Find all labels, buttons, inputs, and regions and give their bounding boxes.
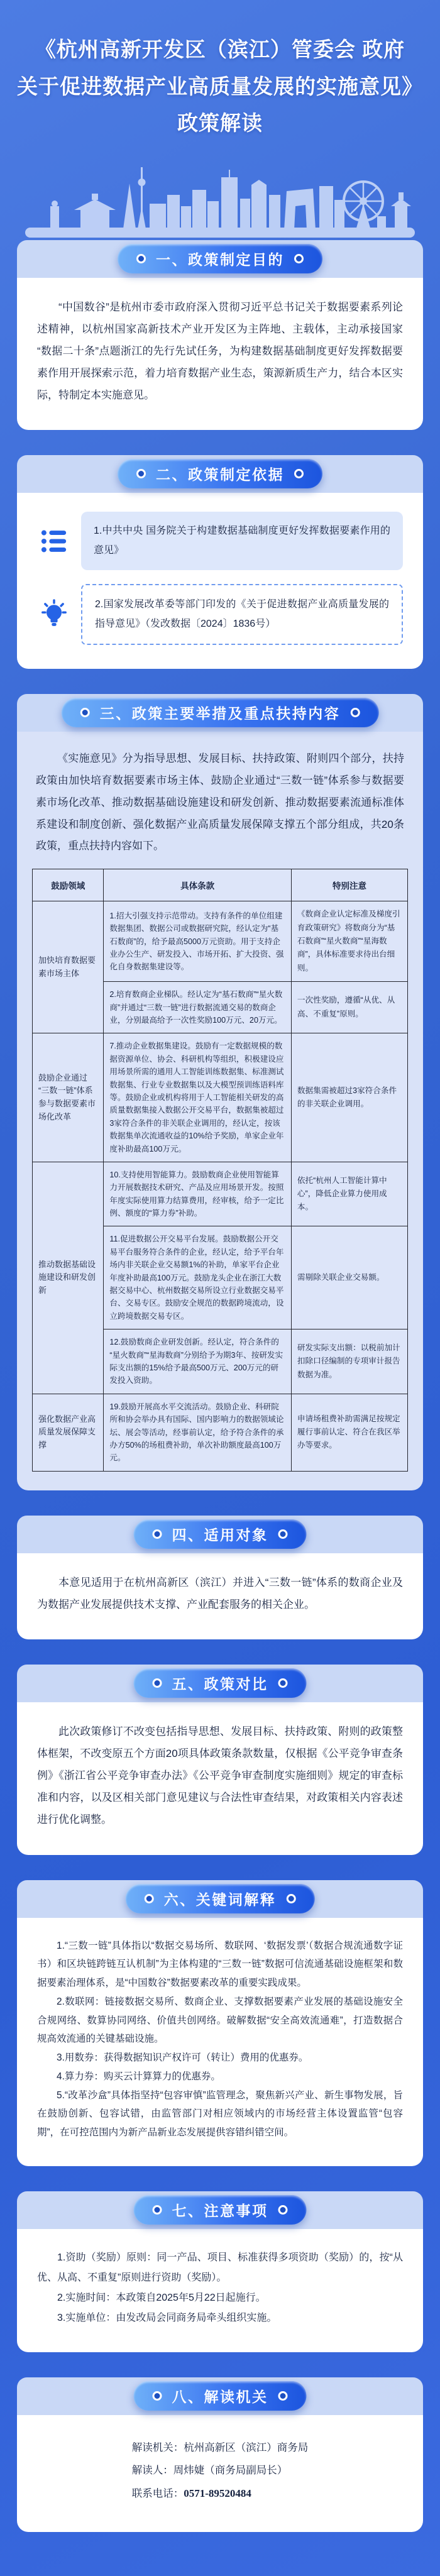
page-bottom-spacer (0, 2557, 440, 2576)
section-header-band (17, 1880, 423, 1918)
purpose-text: “中国数谷”是杭州市委市政府深入贯彻习近平总书记关于数据要素系列论述精神，以杭州国家高新技术产业开发区为主阵地、主载体，主动承接国家“数据二十条”点题浙江的先行先试任务，为构建数据基础制度更好发挥数据要素作用开展探索示范，着力培育数据产业生态，策源新质生产力，结合本区实际，特制定本实施意见。 (37, 301, 403, 401)
measures-intro: 《实施意见》分为指导思想、发展目标、扶持政策、附则四个部分，扶持政策由加快培育数据要素市场主体、鼓励企业通过“三数一链”体系参与数据要素市场化改革、推动数据基础设施建设和研发创新、推动数据要素流通标准体系建设和制度创新、强化数据产业高质量发展保障支撑五个部分组成，共20条政策，重点扶持内容如下。 (36, 752, 404, 852)
support-table-body (33, 901, 408, 1472)
note-cell: 一次性奖励，遵循“从优、从高、不重复”原则。 (291, 982, 407, 1033)
table-row (33, 901, 408, 982)
contact-value: 杭州高新区（滨江）商务局 (184, 2441, 309, 2453)
section-header-band (17, 1516, 423, 1553)
ring-dot-icon (136, 469, 146, 478)
table-row (33, 1162, 408, 1226)
clause-cell: 11.促进数据公开交易平台发展。鼓励数据公开交易平台服务符合条件的企业，经认定，给予平台年场内非关联企业交易额1%的补助，单家平台企业年度补助最高100万元。鼓励龙头企业在浙江大数据交易中心、杭州数据交易所设立行业数据交易平台、交易专区。鼓励安全规范的数据跨境流动，设立跨境数据交易专区。 (104, 1226, 292, 1329)
ring-dot-icon (286, 1894, 295, 1903)
reference-text: 1.中共中央 国务院关于构建数据基础制度更好发挥数据要素作用的意见》 (94, 526, 390, 556)
reference-text: 2.国家发展改革委等部门印发的《关于促进数据产业高质量发展的指导意见》（发改数据〔2024〕1836号） (95, 599, 389, 629)
section-heading-pill (118, 244, 322, 273)
section-header-band (17, 694, 423, 732)
keyword-item: 3.用数券：获得数据知识产权许可（转让）费用的优惠券。 (57, 2052, 309, 2064)
clause-cell: 1.招大引强支持示范带动。支持有条件的单位组建数据集团、数据公司或数据研究院，经认定为“基石数商”的，给予最高5000万元资助。用于支持企业办公生产、研发投入、市场开拓、扩大投资、强化自身数据集建设等。 (104, 901, 292, 982)
note-cell: 数据集需被超过3家符合条件的非关联企业调用。 (291, 1033, 407, 1162)
note-cell: 申请场租费补助需满足按规定履行事前认定、符合在我区举办等要求。 (291, 1394, 407, 1471)
clause-cell: 10.支持使用智能算力。鼓励数商企业使用智能算力开展数据技术研究、产品及应用场景开发。按照年度实际使用算力结算费用，经审核，给予一定比例、额度的“算力券”补助。 (104, 1162, 292, 1226)
section-header-band (17, 2191, 423, 2229)
section-heading: 八、解读机关 (172, 2388, 268, 2405)
ring-dot-icon (278, 2391, 288, 2401)
section-card (17, 2229, 423, 2352)
note-cell: 需剔除关联企业交易额。 (291, 1226, 407, 1329)
ring-dot-icon (294, 469, 304, 478)
contact-line (132, 2482, 309, 2505)
section-card (17, 1553, 423, 1640)
ring-dot-icon (350, 708, 360, 717)
area-cell: 加快培育数据要素市场主体 (33, 901, 104, 1033)
section-measures (17, 694, 423, 1490)
section-heading: 七、注意事项 (172, 2202, 268, 2219)
keyword-item: 2.数联网：链接数据交易所、数商企业、支撑数据要素产业发展的基础设施安全合规网络、数算协同网络、价值共创网络。破解数据“安全高效流通难”，打造数据合规高效流通的关键基础设施。 (37, 1996, 403, 2045)
section-card (17, 493, 423, 669)
comparison-text: 此次政策修订不改变包括指导思想、发展目标、扶持政策、附则的政策整体框架，不改变原五个方面20项具体政策条款数量，仅根据《公平竞争审查条例》《浙江省公平竞争审查办法》《公平竞争审查制度实施细则》规定的审查标准和内容，以及区相关部门意见建议与合法性审查结果，对政策相关内容表述进行优化调整。 (37, 1726, 403, 1825)
contact-label: 解读机关： (131, 2441, 184, 2453)
section-heading: 二、政策制定依据 (156, 466, 284, 483)
section-comparison (17, 1665, 423, 1854)
note-cell: 研发实际支出额：以税前加计扣除口径编制的专项审计报告数据为准。 (291, 1329, 407, 1394)
section-heading-pill (134, 2195, 307, 2225)
area-cell: 强化数据产业高质量发展保障支撑 (33, 1394, 104, 1471)
note-item: 3.实施单位：由发改局会同商务局牵头组织实施。 (57, 2312, 277, 2323)
section-heading: 三、政策主要举措及重点扶持内容 (99, 705, 341, 722)
section-heading-pill (134, 2381, 307, 2411)
keyword-item: 1.“三数一链”具体指以“数据交易场所、数联网、‘数据发票’（数据合规流通数字证书）和区块链跨链互认机制”为主体构建的“三数一链”数据可信流通基础设施框架和数据要素治理体系，是“中国数谷”数据要素改革的重要实践成果。 (37, 1940, 403, 1989)
reference-row (37, 512, 403, 570)
table-row (33, 1033, 408, 1162)
section-purpose (17, 240, 423, 430)
note-cell: 依托“杭州人工智能计算中心”，降低企业算力使用成本。 (291, 1162, 407, 1226)
ring-dot-icon (153, 2391, 162, 2401)
section-card (17, 278, 423, 430)
section-heading: 六、关键词解释 (163, 1891, 277, 1908)
section-card (17, 1702, 423, 1854)
title-line-3: 政策解读 (177, 111, 263, 135)
clause-cell: 12.鼓励数商企业研发创新。经认定，符合条件的“星火数商”“星海数商”分别给予为期3年、按研发实际支出额的15%给予最高500万元、200万元的研发投入资助。 (104, 1329, 292, 1394)
contact-line (132, 2436, 309, 2459)
reference-item (81, 584, 403, 645)
keyword-item: 5.“改革沙盒”具体指坚持“包容审慎”监管理念，聚焦新兴产业、新生事物发展，旨在鼓励创新、包容试错，由监管部门对相应领域内的市场经营主体设置监管“包容期”，在可控范围内为新产品新业态发展提供容错纠错空间。 (37, 2089, 403, 2138)
applicable-text: 本意见适用于在杭州高新区（滨江）并进入“三数一链”体系的数商企业及为数据产业发展提供技术支撑、产业配套服务的相关企业。 (37, 1576, 403, 1610)
section-applicable (17, 1516, 423, 1640)
area-cell: 推动数据基础设施建设和研发创新 (33, 1162, 104, 1394)
table-header-row (33, 869, 408, 901)
ring-dot-icon (145, 1894, 154, 1903)
note-cell: 《数商企业认定标准及梯度引育政策研究》将数商分为“基石数商”“星火数商”“星海数商”，具体标准要求待出台细则。 (291, 901, 407, 982)
section-header-band (17, 2377, 423, 2415)
clause-cell: 7.推动企业数据集建设。鼓励有一定数据规模的数据资源单位、协会、科研机构等组织，积极建设应用场景所需的通用人工智能训练数据集、标准测试数据集、行业专业数据集以及大模型预训练语料库等。鼓励企业或机构将用于人工智能相关研发的高质量数据集接入数据公开交易平台，数据集被超过3家符合条件的非关联企业调用的，经认定，按该数据集单次流通收益的10%给予奖励，单家企业年度补助最高100万元。 (104, 1033, 292, 1162)
contact-label: 解读人： (131, 2465, 173, 2477)
ring-dot-icon (153, 1529, 162, 1539)
contact-phone: 0571-89520484 (184, 2487, 251, 2500)
ring-dot-icon (153, 1678, 162, 1688)
area-cell: 鼓励企业通过“三数一链”体系参与数据要素市场化改革 (33, 1033, 104, 1162)
section-heading-pill (62, 698, 379, 727)
section-heading-pill (134, 1519, 307, 1549)
note-item: 2.实施时间：本政策自2025年5月22日起施行。 (57, 2292, 266, 2303)
section-keywords (17, 1880, 423, 2166)
contact-block (132, 2436, 309, 2506)
city-skyline-icon (0, 146, 440, 240)
support-table (32, 869, 408, 1472)
column-header: 鼓励领域 (33, 869, 104, 901)
clause-cell: 2.培育数商企业梯队。经认定为“基石数商”“星火数商”并通过“三数一链”进行数据流通交易的数商企业，分别最高给予一次性奖励100万元、20万元。 (104, 982, 292, 1033)
section-notes (17, 2191, 423, 2352)
column-header: 具体条款 (104, 869, 292, 901)
reference-row (37, 584, 403, 645)
section-heading-pill (134, 1668, 307, 1698)
section-heading-pill (118, 459, 322, 488)
ring-dot-icon (278, 1529, 288, 1539)
lightbulb-icon (37, 598, 71, 631)
keyword-item: 4.算力券：购买云计算算力的优惠券。 (57, 2071, 221, 2082)
ring-dot-icon (80, 708, 90, 717)
section-header-band (17, 240, 423, 278)
section-card (17, 1918, 423, 2166)
contact-line (132, 2459, 309, 2482)
ring-dot-icon (153, 2205, 162, 2215)
list-icon (37, 527, 71, 556)
note-item: 1.资助（奖励）原则：同一产品、项目、标准获得多项资助（奖励）的，按“从优、从高、不重复”原则进行资助（奖励）。 (37, 2252, 403, 2283)
title-line-1: 《杭州高新开发区（滨江）管委会 政府 (35, 38, 405, 61)
contact-value: 周炜婕（商务局副局长） (173, 2465, 288, 2477)
reference-item (81, 512, 403, 570)
ring-dot-icon (294, 254, 304, 263)
section-basis (17, 455, 423, 669)
contact-label: 联系电话： (131, 2488, 184, 2500)
column-header: 特别注意 (291, 869, 407, 901)
table-row (33, 1394, 408, 1471)
title-line-2: 关于促进数据产业高质量发展的实施意见》 (17, 74, 423, 98)
page-title (0, 31, 440, 142)
section-card (17, 2415, 423, 2532)
section-heading-pill (126, 1884, 315, 1913)
section-header-band (17, 455, 423, 493)
ring-dot-icon (278, 2205, 288, 2215)
ring-dot-icon (136, 254, 146, 263)
section-header-band (17, 1665, 423, 1702)
ring-dot-icon (278, 1678, 288, 1688)
section-heading: 五、政策对比 (172, 1676, 268, 1693)
section-heading: 四、适用对象 (172, 1526, 268, 1543)
section-interpreting-agency (17, 2377, 423, 2532)
hero (0, 0, 440, 240)
clause-cell: 19.鼓励开展高水平交流活动。鼓励企业、科研院所和协会举办具有国际、国内影响力的数据领域论坛、展会等活动，经事前认定，给予符合条件的承办方50%的场租费补助，单次补助额度最高100万元。 (104, 1394, 292, 1471)
section-card (17, 732, 423, 1490)
section-heading: 一、政策制定目的 (156, 251, 284, 268)
